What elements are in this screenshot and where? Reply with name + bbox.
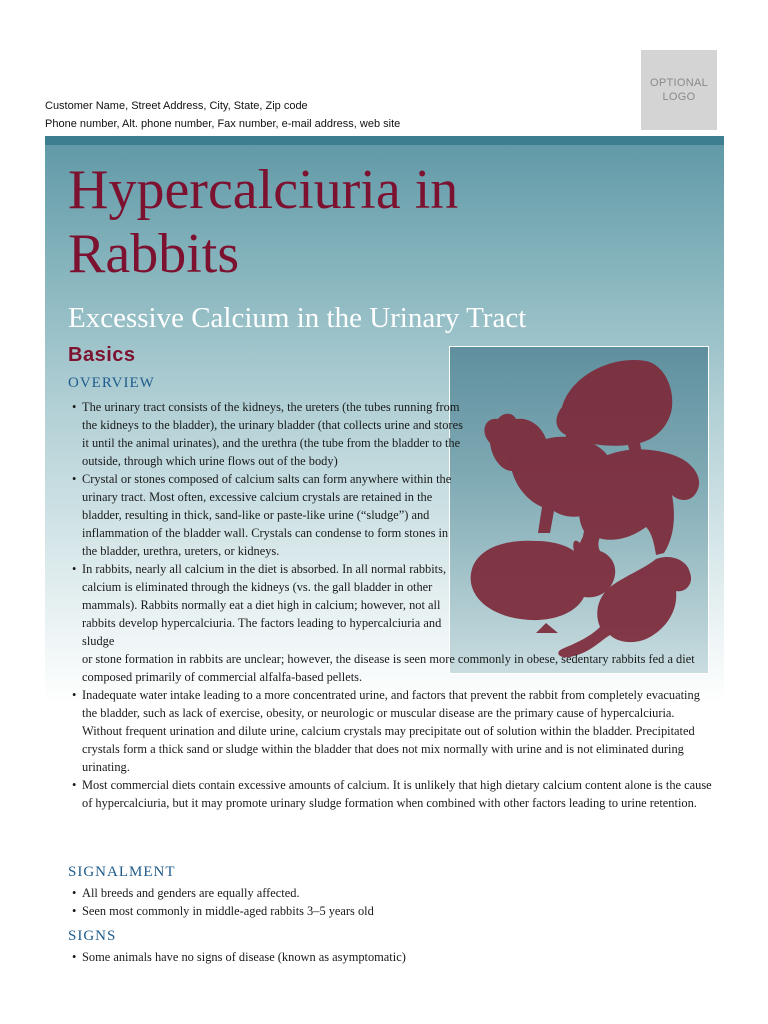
overview-item-calcium-absorption: • In rabbits, nearly all calcium in the diet is absorbed. In all normal rabbits, calcium is eliminated through the kidneys (vs. the gall bladder in other mammals). Rabbits normally eat a diet high in calcium; however, not all rabbits develop hypercalciuria. The factors leading to hypercalciuria and sludge or stone formation in rabbits are unclear; however, the disease is seen more commonly in obese, sedentary rabbits fed a diet composed primarily of commercial alfalfa-based pellets. [68, 560, 464, 686]
heading-overview: OVERVIEW [68, 375, 155, 391]
heading-signs: SIGNS [68, 928, 117, 944]
rabbit-silhouette [471, 525, 616, 633]
signs-item-asymptomatic: • Some animals have no signs of disease (known as asymptomatic) [68, 948, 718, 966]
page-subtitle: Excessive Calcium in the Urinary Tract [68, 302, 527, 334]
overview-item-commercial-diets: • Most commercial diets contain excessive amounts of calcium. It is unlikely that high dietary calcium content alone is the cause of hypercalciuria, but it may promote urinary sludge formation when combined with other factors leading to urine retention. [68, 776, 714, 812]
small-mammals-silhouette-icon [450, 347, 708, 673]
overview-item-crystal-stones: • Crystal or stones composed of calcium salts can form anywhere within the urinary tract. Most often, excessive calcium crystals are retained in the bladder, resulting in thick, sand-like or paste-like urine (“sludge”) and inflammation of the bladder wall. Crystals can condense to form stones in the bladder, urethra, ureters, or kidneys. [68, 470, 464, 560]
contact-line-phone: Phone number, Alt. phone number, Fax number, e-mail address, web site [45, 118, 401, 130]
signalment-item-age: • Seen most commonly in middle-aged rabbits 3–5 years old [68, 902, 718, 920]
contact-line-address: Customer Name, Street Address, City, State, Zip code [45, 100, 308, 112]
signalment-item-breeds: • All breeds and genders are equally affected. [68, 884, 718, 902]
page-title: Hypercalciuria in Rabbits [68, 159, 459, 285]
overview-list [68, 398, 712, 812]
signalment-list [68, 884, 718, 920]
title-banner-top-stripe [45, 136, 724, 145]
small-mammals-illustration [449, 346, 709, 674]
logo-text-line-1: OPTIONAL [649, 77, 709, 89]
signs-list [68, 948, 718, 966]
overview-item-urinary-tract: • The urinary tract consists of the kidneys, the ureters (the tubes running from the kidneys to the bladder), the urinary bladder (that collects urine and stores it until the animal urinates), and the urethra (the tube from the bladder to the outside, through which urine flows out of the body) [68, 398, 464, 470]
optional-logo-placeholder [641, 50, 717, 130]
overview-item-water-intake: • Inadequate water intake leading to a more concentrated urine, and factors that prevent the rabbit from completely evacuating the bladder, such as lack of exercise, obesity, or neurologic or muscular disease are the primary cause of hypercalciuria. Without frequent urination and dilute urine, calcium crystals may precipitate out of solution within the bladder. Precipitated crystals form a thick sand or sludge within the bladder that does not mix normally with urine and is not eliminated during urinating. [68, 686, 714, 776]
heading-signalment: SIGNALMENT [68, 864, 176, 880]
logo-text-line-2: LOGO [662, 91, 696, 103]
section-label-basics: Basics [68, 344, 136, 366]
